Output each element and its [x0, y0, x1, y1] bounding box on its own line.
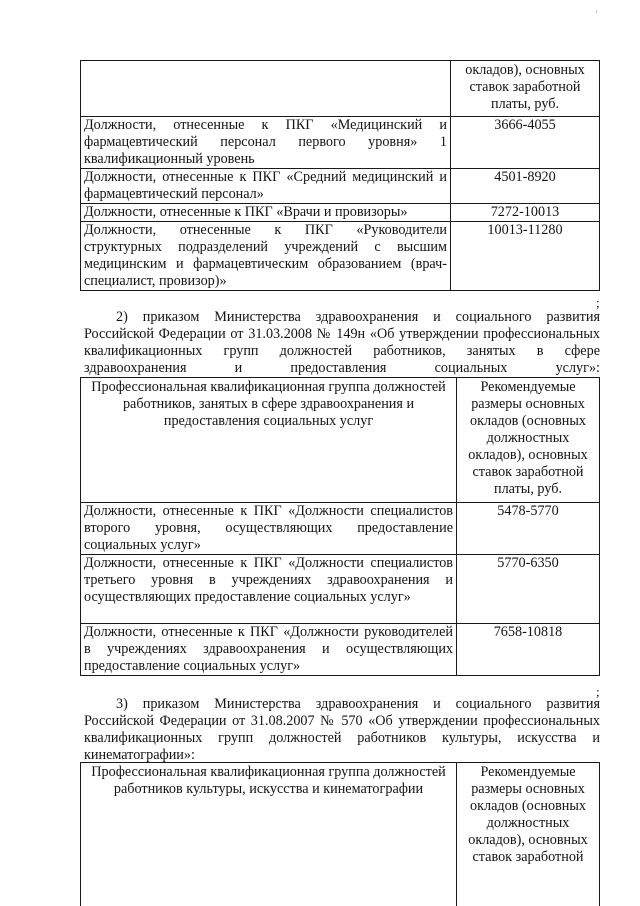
- position-cell: Должности, отнесенные к ПКГ «Врачи и провизоры»: [81, 204, 451, 222]
- salary-range-cell: 5770-6350: [457, 555, 600, 624]
- salary-table-3: [80, 762, 600, 906]
- table-row: [81, 503, 600, 555]
- paragraph-order-3: [84, 696, 600, 764]
- salary-range-cell: 10013-11280: [451, 222, 600, 291]
- header-cell-salary: Рекомендуемые размеры основных окладов (основных должностных окладов), основных ставок заработной: [457, 763, 600, 906]
- position-cell: Должности, отнесенные к ПКГ «Руководители структурных подразделений учреждений с высшим медицинским и фармацевтическим образованием (врач-специалист, провизор)»: [81, 222, 451, 291]
- separator-semicolon: ;: [596, 684, 600, 699]
- position-cell: Должности, отнесенные к ПКГ «Должности руководителей в учреждениях здравоохранения и осуществляющих предоставление социальных услуг»: [81, 624, 457, 676]
- paragraph-text: 2) приказом Министерства здравоохранения и социального развития Российской Федерации от 31.03.2008 № 149н «Об утверждении профессиональных квалификационных групп должностей работников, занятых в сфере здравоохранения и предоставления социальных услуг»:: [84, 309, 600, 376]
- position-cell: Должности, отнесенные к ПКГ «Должности специалистов третьего уровня в учреждениях здравоохранения и осуществляющих предоставление социальных услуг»: [81, 555, 457, 624]
- salary-table-1: [80, 60, 600, 291]
- table-row: [81, 169, 600, 204]
- table-header-row: [81, 378, 600, 503]
- table-row: [81, 624, 600, 676]
- salary-range-cell: 7658-10818: [457, 624, 600, 676]
- table-header-row: [81, 763, 600, 906]
- salary-table-2: [80, 377, 600, 676]
- header-cell-group: Профессиональная квалификационная группа должностей работников культуры, искусства и кинематографии: [81, 763, 457, 906]
- salary-range-cell: 7272-10013: [451, 204, 600, 222]
- table-row: [81, 204, 600, 222]
- header-cell-empty: [81, 61, 451, 117]
- paragraph-order-2: [84, 309, 600, 377]
- header-cell-group: Профессиональная квалификационная группа должностей работников, занятых в сфере здравоохранения и предоставления социальных услуг: [81, 378, 457, 503]
- page-mark: ': [596, 9, 598, 19]
- header-cell-salary: окладов), основных ставок заработной платы, руб.: [451, 61, 600, 117]
- paragraph-text: 3) приказом Министерства здравоохранения и социального развития Российской Федерации от 31.08.2007 № 570 «Об утверждении профессиональных квалификационных групп должностей работников культуры, искусства и кинематографии»:: [84, 696, 600, 763]
- table-row: [81, 117, 600, 169]
- table-row: [81, 555, 600, 624]
- table-header-row: [81, 61, 600, 117]
- table-row: [81, 222, 600, 291]
- position-cell: Должности, отнесенные к ПКГ «Медицинский и фармацевтический персонал первого уровня» 1 квалификационный уровень: [81, 117, 451, 169]
- salary-range-cell: 5478-5770: [457, 503, 600, 555]
- separator-semicolon: ;: [596, 295, 600, 310]
- position-cell: Должности, отнесенные к ПКГ «Средний медицинский и фармацевтический персонал»: [81, 169, 451, 204]
- position-cell: Должности, отнесенные к ПКГ «Должности специалистов второго уровня, осуществляющих предоставление социальных услуг»: [81, 503, 457, 555]
- salary-range-cell: 4501-8920: [451, 169, 600, 204]
- salary-range-cell: 3666-4055: [451, 117, 600, 169]
- header-cell-salary: Рекомендуемые размеры основных окладов (основных должностных окладов), основных ставок заработной платы, руб.: [457, 378, 600, 503]
